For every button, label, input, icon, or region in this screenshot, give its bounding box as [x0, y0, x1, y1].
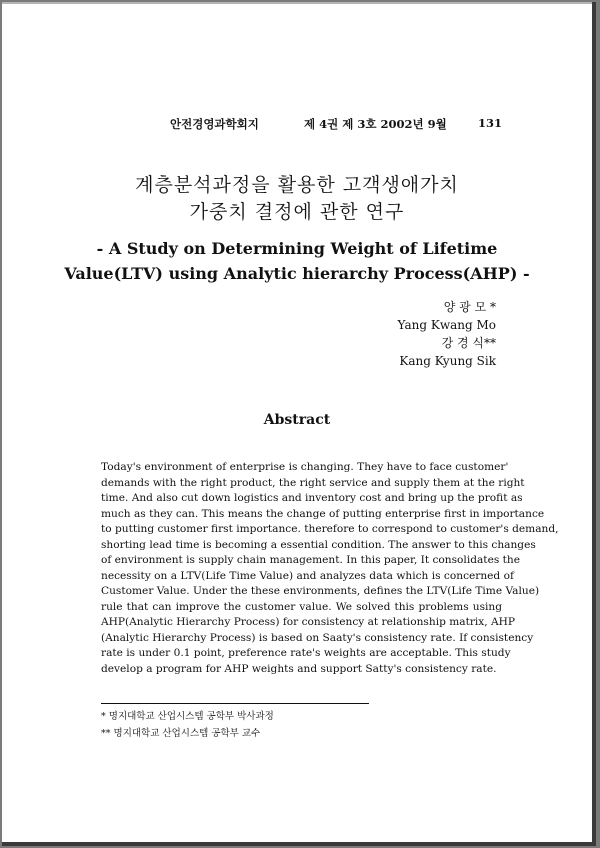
footnote-divider [101, 703, 369, 704]
abstract-heading: Abstract [263, 412, 331, 428]
abstract-line: of environment is supply chain management. In this paper, It consolidates the [101, 554, 520, 566]
author-block [398, 298, 497, 370]
abstract-line: rate is under 0.1 point, preference rate's weights are acceptable. This study [101, 647, 511, 659]
author-english-name: Yang Kwang Mo [397, 318, 496, 332]
english-title-line: - A Study on Determining Weight of Lifetime [96, 239, 498, 258]
footnote: ** 명지대학교 산업시스템 공학부 교수 [101, 728, 261, 739]
abstract-line: Customer Value. Under the these environments, defines the LTV(Life Time Value) [101, 585, 540, 597]
abstract-line: AHP(Analytic Hierarchy Process) for consistency at relationship matrix, AHP [101, 616, 516, 628]
abstract-line: to putting customer first importance. therefore to correspond to customer's demand, [101, 523, 559, 535]
abstract-line: demands with the right product, the right service and supply them at the right [101, 476, 525, 489]
footnote: * 명지대학교 산업시스템 공학부 박사과정 [101, 711, 274, 722]
author-english-name: Kang Kyung Sik [399, 354, 496, 368]
author-korean-name: 양 광 모 * [443, 300, 496, 314]
abstract-line: rule that can improve the customer value. We solved this problems using [101, 600, 502, 613]
issue-info: 제 4권 제 3호 2002년 9월 [304, 117, 447, 131]
abstract-line: (Analytic Hierarchy Process) is based on Saaty's consistency rate. If consistency [101, 631, 534, 644]
abstract-line: shorting lead time is becoming a essential condition. The answer to this changes [101, 538, 536, 551]
abstract-line: necessity on a LTV(Life Time Value) and analyzes data which is concerned of [101, 569, 514, 582]
abstract-line: much as they can. This means the change of putting enterprise first in importance [101, 507, 545, 520]
korean-title-line: 계층분석과정을 활용한 고객생애가치 [135, 174, 459, 196]
korean-title [2, 172, 592, 226]
korean-title-line: 가중치 결정에 관한 연구 [189, 201, 405, 223]
abstract-line: time. And also cut down logistics and inventory cost and bring up the profit as [101, 492, 523, 504]
paper-page [2, 2, 596, 846]
page-number: 131 [478, 116, 503, 130]
footnotes [101, 708, 274, 742]
author-korean-name: 강 경 식** [441, 336, 496, 350]
abstract-line: Today's environment of enterprise is changing. They have to face customer' [101, 461, 509, 473]
abstract-line: develop a program for AHP weights and support Satty's consistency rate. [101, 662, 497, 675]
english-title-line: Value(LTV) using Analytic hierarchy Process(AHP) - [64, 264, 530, 283]
english-title [2, 236, 592, 286]
abstract-body [101, 460, 559, 677]
running-header [2, 116, 592, 132]
journal-name: 안전경영과학회지 [170, 117, 259, 131]
